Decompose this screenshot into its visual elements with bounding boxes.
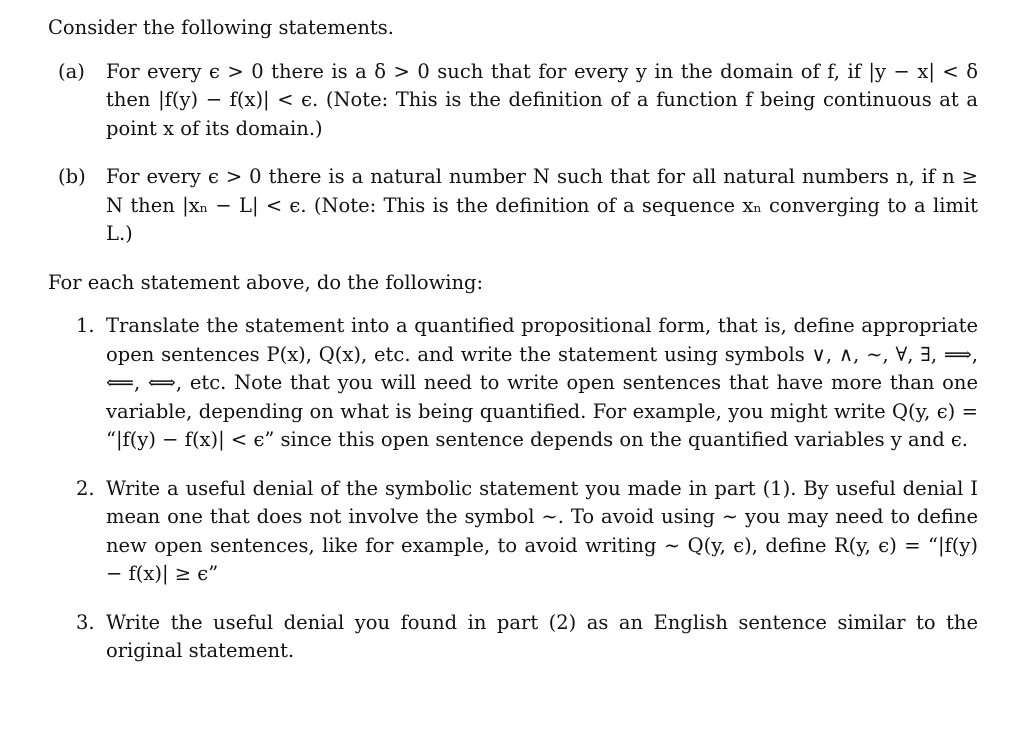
- task-2-text: Write a useful denial of the symbolic statement you made in part (1). By useful denial I mean one that does not involve the symbol ∼. To avoid using ∼ you may need to define new open sentences, like for example, to avoid writing ∼ Q(y, ϵ), define R(y, ϵ) = “|f(y) − f(x)| ≥ ϵ”: [106, 476, 978, 585]
- task-3-label: 3.: [76, 610, 95, 634]
- task-1: [48, 312, 978, 455]
- statement-b: [48, 163, 978, 249]
- task-1-label: 1.: [76, 314, 95, 337]
- tasks-list: [48, 312, 978, 666]
- intro-text: Consider the following statements.: [48, 16, 394, 39]
- instructions-heading: For each statement above, do the following:: [48, 270, 484, 294]
- task-2-label: 2.: [76, 476, 95, 500]
- task-2: [48, 475, 978, 589]
- task-3: [48, 609, 978, 666]
- statement-b-text: For every ϵ > 0 there is a natural number N such that for all natural numbers n, if n ≥ N then |xₙ − L| < ϵ. (Note: This is the definition of a sequence xₙ converging to a limit L.): [106, 165, 978, 245]
- statement-a-text: For every ϵ > 0 there is a δ > 0 such that for every y in the domain of f, if |y − x| < δ then |f(y) − f(x)| < ϵ. (Note: This is the definition of a function f being continuous at a point x of its domain.): [106, 59, 978, 140]
- task-1-text: Translate the statement into a quantified propositional form, that is, define appropriate open sentences P(x), Q(x), etc. and write the statement using symbols ∨, ∧, ∼, ∀, ∃, ⟹, ⟸, ⟺, etc. Note that you will need to write open sentences that have more than one variable, depending on what is being quantified. For example, you might write Q(y, ϵ) = “|f(y) − f(x)| < ϵ” since this open sentence depends on the quantified variables y and ϵ.: [106, 314, 978, 451]
- statement-b-label: (b): [58, 165, 86, 188]
- statements-list: [48, 58, 978, 249]
- statement-a-label: (a): [58, 59, 85, 83]
- task-3-text: Write the useful denial you found in part (2) as an English sentence similar to the original statement.: [106, 610, 978, 662]
- document-page: [48, 14, 978, 666]
- statement-a: [48, 58, 978, 144]
